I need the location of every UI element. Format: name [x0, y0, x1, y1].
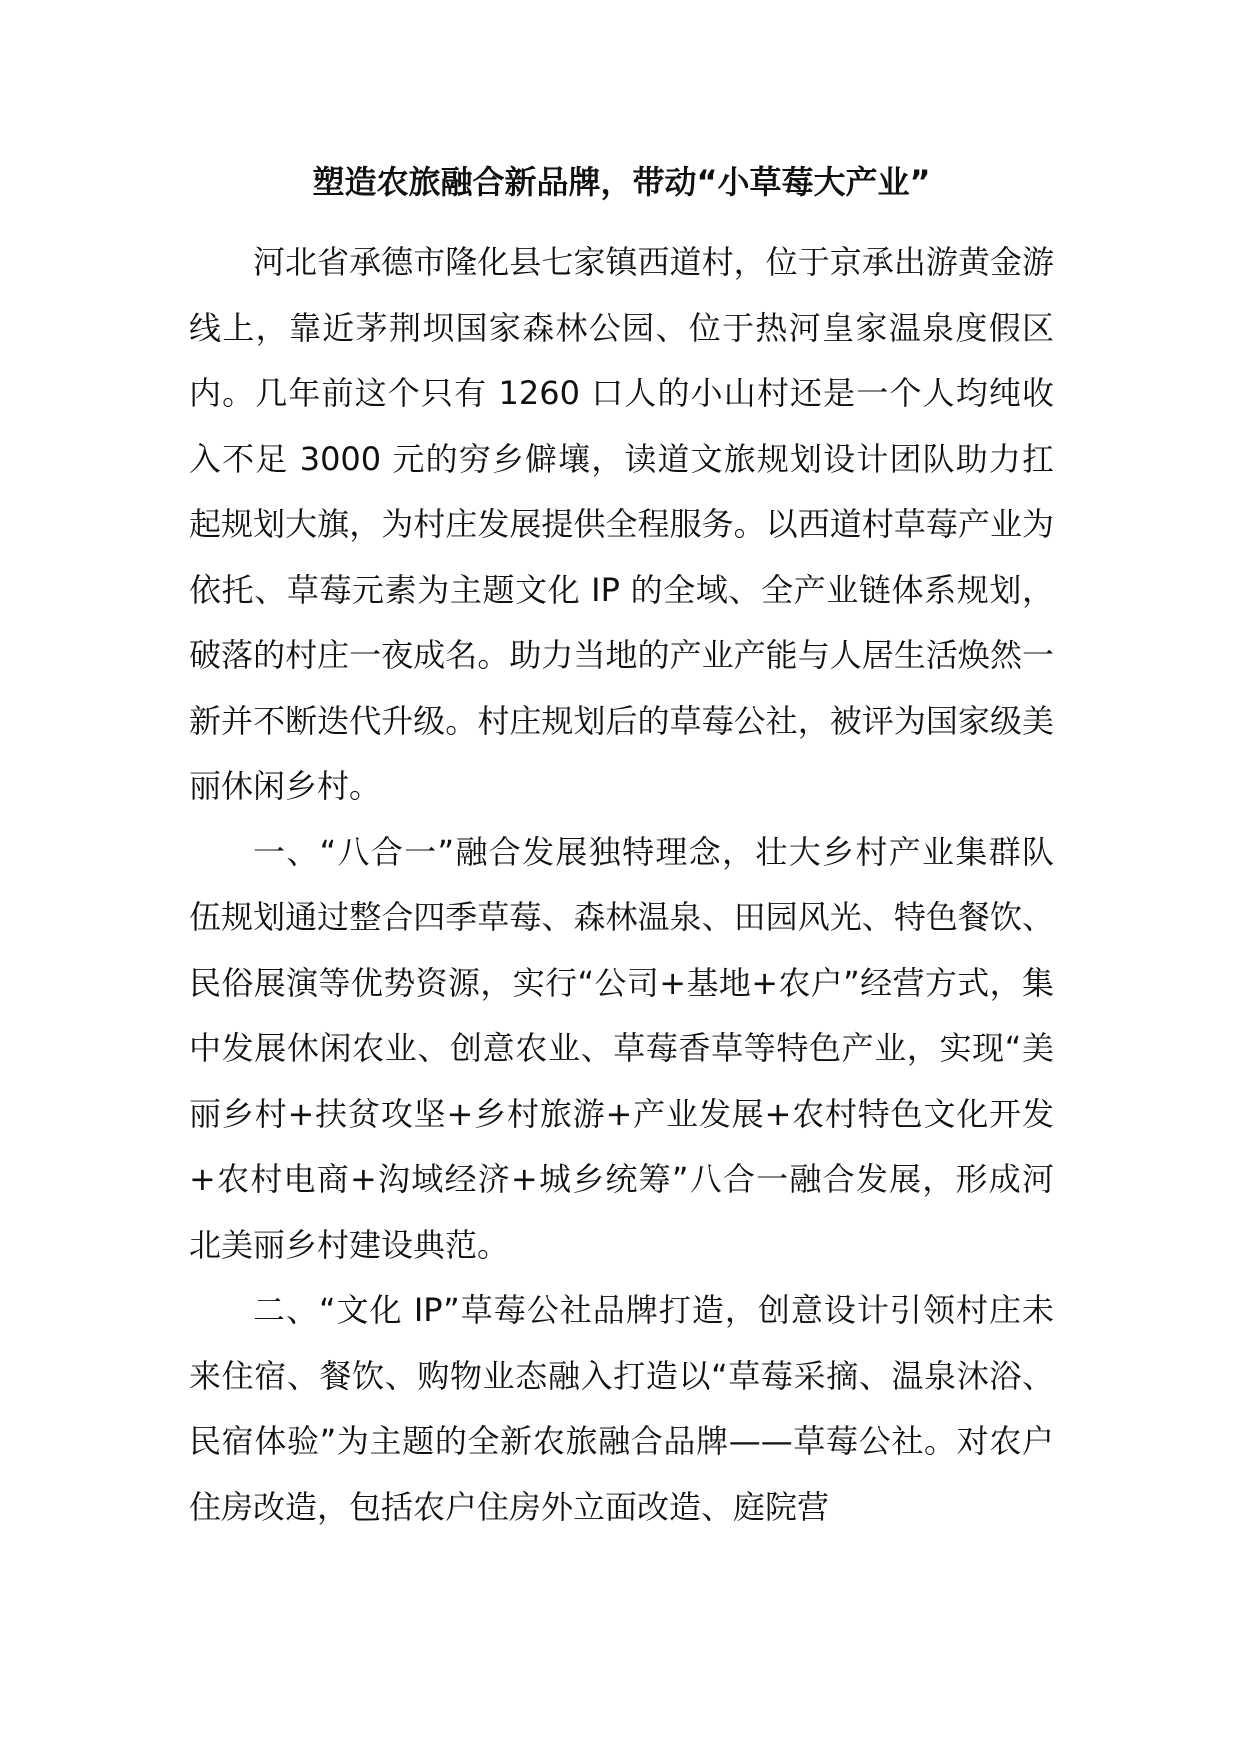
paragraph-intro: 河北省承德市隆化县七家镇西道村，位于京承出游黄金游线上，靠近茅荆坝国家森林公园、位于热河皇家温泉度假区内。几年前这个只有 1260 口人的小山村还是一个人均纯收入不足 3000 元的穷乡僻壤，读道文旅规划设计团队助力扛起规划大旗，为村庄发展提供全程服务。以西道村草莓产业为依托、草莓元素为主题文化 IP 的全域、全产业链体系规划，破落的村庄一夜成名。助力当地的产业产能与人居生活焕然一新并不断迭代升级。村庄规划后的草莓公社，被评为国家级美丽休闲乡村。	[189, 243, 1054, 805]
document-title: 塑造农旅融合新品牌，带动“小草莓大产业”	[312, 163, 931, 201]
paragraph-section-two: 二、“文化 IP”草莓公社品牌打造，创意设计引领村庄未来住宿、餐饮、购物业态融入打造以“草莓采摘、温泉沐浴、民宿体验”为主题的全新农旅融合品牌——草莓公社。对农户住房改造，包括农户住房外立面改造、庭院营	[189, 1291, 1054, 1526]
paragraph-section-one: 一、“八合一”融合发展独特理念，壮大乡村产业集群队伍规划通过整合四季草莓、森林温泉、田园风光、特色餐饮、民俗展演等优势资源，实行“公司+基地+农户”经营方式，集中发展休闲农业、创意农业、草莓香草等特色产业，实现“美丽乡村+扶贫攻坚+乡村旅游+产业发展+农村特色文化开发+农村电商+沟域经济+城乡统筹”八合一融合发展，形成河北美丽乡村建设典范。	[189, 832, 1054, 1264]
document-body	[189, 230, 1054, 1540]
